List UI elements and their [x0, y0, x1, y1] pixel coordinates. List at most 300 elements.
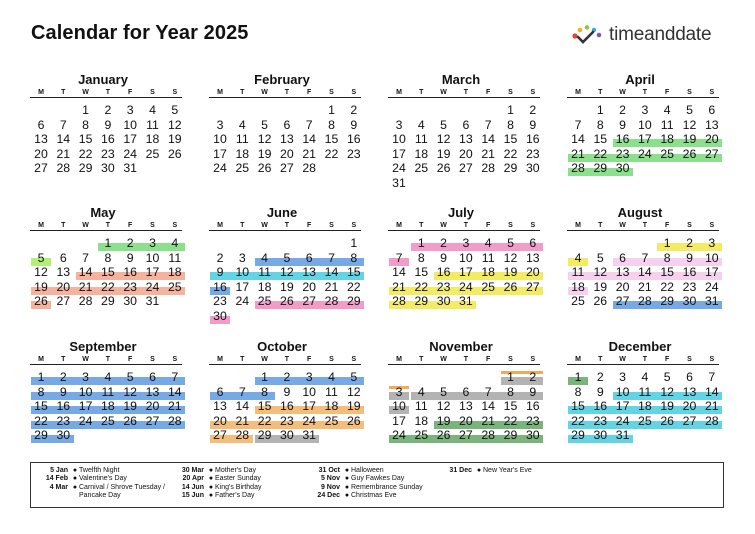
- day-cell[interactable]: 14: [302, 132, 317, 147]
- day-cell[interactable]: 31: [123, 161, 138, 176]
- day-cell[interactable]: 9: [350, 117, 358, 132]
- day-cell[interactable]: 27: [682, 413, 697, 428]
- day-cell[interactable]: 22: [78, 146, 93, 161]
- day-cell[interactable]: 28: [481, 428, 496, 443]
- day-cell[interactable]: 14: [481, 399, 496, 414]
- day-cell[interactable]: 10: [638, 117, 652, 132]
- day-cell[interactable]: 15: [257, 399, 272, 414]
- day-cell[interactable]: 7: [395, 250, 403, 265]
- day-cell[interactable]: 28: [235, 428, 250, 443]
- day-cell[interactable]: 1: [37, 370, 45, 384]
- day-cell[interactable]: 17: [145, 265, 160, 280]
- day-cell[interactable]: 7: [708, 370, 716, 384]
- day-cell[interactable]: 28: [78, 294, 93, 309]
- day-cell[interactable]: 5: [507, 236, 514, 250]
- day-cell[interactable]: 1: [104, 236, 112, 250]
- day-cell[interactable]: 29: [78, 161, 93, 176]
- day-cell[interactable]: 2: [440, 236, 448, 250]
- day-cell[interactable]: 4: [104, 370, 112, 384]
- day-cell[interactable]: 22: [414, 279, 429, 294]
- day-cell[interactable]: 26: [34, 294, 48, 309]
- day-cell[interactable]: 7: [484, 384, 492, 399]
- day-cell[interactable]: 2: [686, 236, 693, 250]
- day-cell[interactable]: 27: [34, 161, 48, 176]
- day-cell[interactable]: 15: [593, 132, 608, 147]
- day-cell[interactable]: 1: [663, 236, 671, 250]
- day-cell[interactable]: 2: [529, 370, 537, 384]
- day-cell[interactable]: 7: [171, 370, 179, 384]
- day-cell[interactable]: 14: [392, 265, 406, 280]
- day-cell[interactable]: 4: [171, 236, 179, 250]
- day-cell[interactable]: 18: [235, 146, 250, 161]
- day-cell[interactable]: 9: [440, 250, 448, 265]
- day-cell[interactable]: 26: [436, 161, 451, 176]
- day-cell[interactable]: 20: [302, 279, 317, 294]
- day-cell[interactable]: 18: [167, 265, 182, 280]
- day-cell[interactable]: 4: [261, 250, 269, 265]
- day-cell[interactable]: 22: [346, 279, 361, 294]
- day-cell[interactable]: 10: [235, 265, 250, 280]
- day-cell[interactable]: 27: [213, 428, 227, 443]
- day-cell[interactable]: 13: [704, 117, 719, 132]
- day-cell[interactable]: 27: [704, 146, 719, 161]
- day-cell[interactable]: 30: [593, 428, 608, 443]
- day-cell[interactable]: 25: [481, 279, 496, 294]
- day-cell[interactable]: 20: [213, 413, 227, 428]
- day-cell[interactable]: 18: [660, 132, 675, 147]
- day-cell[interactable]: 6: [529, 236, 537, 250]
- day-cell[interactable]: 26: [123, 413, 138, 428]
- day-cell[interactable]: 2: [529, 103, 537, 117]
- day-cell[interactable]: 6: [708, 103, 716, 117]
- day-cell[interactable]: 7: [328, 250, 335, 265]
- day-cell[interactable]: 10: [459, 250, 473, 265]
- day-cell[interactable]: 1: [328, 103, 335, 117]
- day-cell[interactable]: 16: [346, 132, 361, 147]
- day-cell[interactable]: 13: [56, 265, 71, 280]
- day-cell[interactable]: 8: [328, 117, 335, 132]
- day-cell[interactable]: 6: [149, 370, 156, 384]
- day-cell[interactable]: 13: [682, 384, 697, 399]
- day-cell[interactable]: 26: [593, 294, 608, 309]
- day-cell[interactable]: 6: [37, 117, 45, 132]
- day-cell[interactable]: 24: [145, 279, 160, 294]
- day-cell[interactable]: 26: [503, 279, 518, 294]
- day-cell[interactable]: 11: [571, 265, 585, 280]
- day-cell[interactable]: 11: [325, 384, 338, 399]
- day-cell[interactable]: 3: [395, 384, 403, 399]
- day-cell[interactable]: 24: [78, 413, 93, 428]
- day-cell[interactable]: 24: [704, 279, 719, 294]
- day-cell[interactable]: 3: [641, 103, 649, 117]
- day-cell[interactable]: 23: [213, 294, 227, 309]
- day-cell[interactable]: 23: [525, 146, 540, 161]
- day-cell[interactable]: 10: [213, 132, 227, 147]
- day-cell[interactable]: 9: [619, 117, 627, 132]
- day-cell[interactable]: 14: [78, 265, 93, 280]
- day-cell[interactable]: 21: [481, 413, 496, 428]
- day-cell[interactable]: 26: [660, 413, 675, 428]
- day-cell[interactable]: 11: [660, 117, 674, 132]
- day-cell[interactable]: 25: [257, 294, 272, 309]
- day-cell[interactable]: 10: [392, 132, 406, 147]
- day-cell[interactable]: 1: [82, 103, 90, 117]
- day-cell[interactable]: 13: [280, 132, 294, 147]
- day-cell[interactable]: 17: [392, 146, 406, 161]
- day-cell[interactable]: 18: [101, 399, 115, 414]
- day-cell[interactable]: 23: [56, 413, 71, 428]
- day-cell[interactable]: 24: [123, 146, 138, 161]
- day-cell[interactable]: 8: [574, 384, 582, 399]
- day-cell[interactable]: 13: [615, 265, 630, 280]
- day-cell[interactable]: 12: [503, 250, 518, 265]
- day-cell[interactable]: 11: [235, 132, 249, 147]
- day-cell[interactable]: 18: [414, 146, 429, 161]
- day-cell[interactable]: 12: [34, 265, 48, 280]
- day-cell[interactable]: 17: [459, 265, 473, 280]
- day-cell[interactable]: 19: [346, 399, 361, 414]
- day-cell[interactable]: 16: [525, 399, 540, 414]
- day-cell[interactable]: 20: [682, 399, 697, 414]
- day-cell[interactable]: 30: [525, 428, 540, 443]
- day-cell[interactable]: 6: [619, 250, 627, 265]
- day-cell[interactable]: 18: [571, 279, 585, 294]
- day-cell[interactable]: 26: [280, 294, 294, 309]
- day-cell[interactable]: 22: [257, 413, 272, 428]
- day-cell[interactable]: 15: [503, 132, 518, 147]
- day-cell[interactable]: 12: [167, 117, 182, 132]
- day-cell[interactable]: 3: [462, 236, 470, 250]
- day-cell[interactable]: 4: [149, 103, 156, 117]
- day-cell[interactable]: 31: [704, 294, 719, 309]
- day-cell[interactable]: 29: [346, 294, 361, 309]
- day-cell[interactable]: 9: [216, 265, 224, 280]
- day-cell[interactable]: 7: [238, 384, 246, 399]
- day-cell[interactable]: 5: [283, 250, 291, 265]
- day-cell[interactable]: 25: [145, 146, 160, 161]
- day-cell[interactable]: 21: [78, 279, 93, 294]
- day-cell[interactable]: 16: [56, 399, 71, 414]
- day-cell[interactable]: 31: [145, 294, 160, 309]
- day-cell[interactable]: 29: [593, 161, 608, 176]
- day-cell[interactable]: 27: [459, 428, 473, 443]
- day-cell[interactable]: 27: [145, 413, 160, 428]
- day-cell[interactable]: 20: [704, 132, 719, 147]
- day-cell[interactable]: 5: [261, 117, 269, 132]
- day-cell[interactable]: 21: [167, 399, 182, 414]
- day-cell[interactable]: 9: [59, 384, 67, 399]
- day-cell[interactable]: 4: [417, 117, 425, 132]
- day-cell[interactable]: 4: [328, 370, 335, 384]
- day-cell[interactable]: 24: [638, 146, 652, 161]
- day-cell[interactable]: 12: [593, 265, 608, 280]
- timeanddate-logo[interactable]: [571, 24, 711, 46]
- day-cell[interactable]: 5: [596, 250, 604, 265]
- day-cell[interactable]: 23: [615, 146, 630, 161]
- day-cell[interactable]: 14: [235, 399, 250, 414]
- day-cell[interactable]: 30: [436, 294, 451, 309]
- day-cell[interactable]: 2: [104, 103, 112, 117]
- day-cell[interactable]: 4: [238, 117, 246, 132]
- day-cell[interactable]: 6: [686, 370, 693, 384]
- day-cell[interactable]: 9: [126, 250, 134, 265]
- day-cell[interactable]: 23: [346, 146, 361, 161]
- day-cell[interactable]: 22: [324, 146, 339, 161]
- day-cell[interactable]: 13: [213, 399, 227, 414]
- day-cell[interactable]: 6: [216, 384, 224, 399]
- day-cell[interactable]: 1: [261, 370, 269, 384]
- day-cell[interactable]: 20: [34, 146, 48, 161]
- day-cell[interactable]: 19: [167, 132, 182, 147]
- day-cell[interactable]: 15: [324, 132, 339, 147]
- day-cell[interactable]: 5: [440, 384, 448, 399]
- day-cell[interactable]: 19: [34, 279, 48, 294]
- day-cell[interactable]: 10: [123, 117, 138, 132]
- day-cell[interactable]: 19: [257, 146, 272, 161]
- day-cell[interactable]: 24: [392, 428, 406, 443]
- day-cell[interactable]: 6: [59, 250, 67, 265]
- day-cell[interactable]: 2: [283, 370, 291, 384]
- day-cell[interactable]: 24: [459, 279, 473, 294]
- day-cell[interactable]: 29: [101, 294, 115, 309]
- day-cell[interactable]: 5: [663, 370, 671, 384]
- day-cell[interactable]: 30: [525, 161, 540, 176]
- day-cell[interactable]: 6: [462, 384, 470, 399]
- day-cell[interactable]: 8: [37, 384, 45, 399]
- day-cell[interactable]: 29: [571, 428, 585, 443]
- day-cell[interactable]: 18: [481, 265, 496, 280]
- day-cell[interactable]: 21: [392, 279, 406, 294]
- day-cell[interactable]: 17: [615, 399, 630, 414]
- day-cell[interactable]: 24: [302, 413, 317, 428]
- day-cell[interactable]: 30: [56, 428, 71, 443]
- day-cell[interactable]: 18: [638, 399, 652, 414]
- day-cell[interactable]: 8: [104, 250, 112, 265]
- day-cell[interactable]: 22: [660, 279, 675, 294]
- day-cell[interactable]: 27: [56, 294, 71, 309]
- day-cell[interactable]: 15: [34, 399, 48, 414]
- day-cell[interactable]: 25: [638, 413, 652, 428]
- day-cell[interactable]: 25: [324, 413, 339, 428]
- day-cell[interactable]: 17: [638, 132, 652, 147]
- day-cell[interactable]: 17: [123, 132, 138, 147]
- day-cell[interactable]: 4: [641, 370, 649, 384]
- day-cell[interactable]: 8: [507, 117, 514, 132]
- day-cell[interactable]: 20: [145, 399, 160, 414]
- day-cell[interactable]: 9: [596, 384, 604, 399]
- day-cell[interactable]: 14: [167, 384, 182, 399]
- day-cell[interactable]: 23: [525, 413, 540, 428]
- day-cell[interactable]: 17: [235, 279, 250, 294]
- day-cell[interactable]: 7: [305, 117, 313, 132]
- day-cell[interactable]: 28: [56, 161, 71, 176]
- day-cell[interactable]: 13: [525, 250, 540, 265]
- day-cell[interactable]: 4: [663, 103, 671, 117]
- day-cell[interactable]: 16: [682, 265, 697, 280]
- day-cell[interactable]: 2: [216, 250, 224, 265]
- day-cell[interactable]: 26: [682, 146, 697, 161]
- day-cell[interactable]: 28: [302, 161, 317, 176]
- day-cell[interactable]: 10: [145, 250, 160, 265]
- day-cell[interactable]: 22: [503, 146, 518, 161]
- day-cell[interactable]: 19: [682, 132, 697, 147]
- day-cell[interactable]: 11: [168, 250, 182, 265]
- day-cell[interactable]: 22: [101, 279, 115, 294]
- day-cell[interactable]: 2: [126, 236, 134, 250]
- day-cell[interactable]: 31: [615, 428, 630, 443]
- day-cell[interactable]: 4: [574, 250, 582, 265]
- day-cell[interactable]: 28: [324, 294, 339, 309]
- day-cell[interactable]: 27: [459, 161, 473, 176]
- day-cell[interactable]: 16: [436, 265, 451, 280]
- day-cell[interactable]: 15: [101, 265, 115, 280]
- day-cell[interactable]: 15: [78, 132, 93, 147]
- day-cell[interactable]: 29: [257, 428, 272, 443]
- day-cell[interactable]: 13: [34, 132, 48, 147]
- day-cell[interactable]: 26: [257, 161, 272, 176]
- day-cell[interactable]: 8: [596, 117, 604, 132]
- day-cell[interactable]: 21: [571, 146, 585, 161]
- day-cell[interactable]: 11: [481, 250, 495, 265]
- day-cell[interactable]: 28: [167, 413, 182, 428]
- day-cell[interactable]: 18: [414, 413, 429, 428]
- day-cell[interactable]: 29: [503, 161, 518, 176]
- day-cell[interactable]: 14: [571, 132, 585, 147]
- day-cell[interactable]: 5: [350, 370, 358, 384]
- day-cell[interactable]: 29: [660, 294, 675, 309]
- day-cell[interactable]: 11: [258, 265, 271, 280]
- day-cell[interactable]: 6: [305, 250, 313, 265]
- day-cell[interactable]: 22: [593, 146, 608, 161]
- day-cell[interactable]: 22: [571, 413, 585, 428]
- day-cell[interactable]: 8: [417, 250, 425, 265]
- day-cell[interactable]: 8: [82, 117, 90, 132]
- day-cell[interactable]: 25: [414, 161, 429, 176]
- day-cell[interactable]: 12: [660, 384, 675, 399]
- day-cell[interactable]: 9: [529, 117, 537, 132]
- day-cell[interactable]: 21: [56, 146, 71, 161]
- day-cell[interactable]: 10: [78, 384, 93, 399]
- day-cell[interactable]: 19: [436, 413, 451, 428]
- day-cell[interactable]: 20: [459, 413, 473, 428]
- day-cell[interactable]: 23: [436, 279, 451, 294]
- day-cell[interactable]: 12: [682, 117, 697, 132]
- day-cell[interactable]: 8: [261, 384, 269, 399]
- day-cell[interactable]: 20: [525, 265, 540, 280]
- day-cell[interactable]: 29: [34, 428, 48, 443]
- day-cell[interactable]: 28: [392, 294, 406, 309]
- day-cell[interactable]: 30: [123, 294, 138, 309]
- day-cell[interactable]: 2: [350, 103, 358, 117]
- day-cell[interactable]: 1: [596, 103, 604, 117]
- day-cell[interactable]: 5: [171, 103, 179, 117]
- day-cell[interactable]: 30: [280, 428, 294, 443]
- day-cell[interactable]: 23: [682, 279, 697, 294]
- day-cell[interactable]: 30: [682, 294, 697, 309]
- day-cell[interactable]: 16: [280, 399, 294, 414]
- day-cell[interactable]: 1: [507, 370, 514, 384]
- day-cell[interactable]: 1: [350, 236, 358, 250]
- day-cell[interactable]: 14: [481, 132, 496, 147]
- day-cell[interactable]: 15: [503, 399, 518, 414]
- day-cell[interactable]: 11: [414, 399, 428, 414]
- day-cell[interactable]: 23: [123, 279, 138, 294]
- day-cell[interactable]: 11: [146, 117, 159, 132]
- day-cell[interactable]: 5: [440, 117, 448, 132]
- day-cell[interactable]: 11: [638, 384, 652, 399]
- day-cell[interactable]: 19: [280, 279, 294, 294]
- day-cell[interactable]: 13: [459, 399, 473, 414]
- day-cell[interactable]: 3: [216, 117, 224, 132]
- day-cell[interactable]: 16: [123, 265, 138, 280]
- day-cell[interactable]: 21: [481, 146, 496, 161]
- day-cell[interactable]: 24: [235, 294, 250, 309]
- day-cell[interactable]: 6: [462, 117, 470, 132]
- day-cell[interactable]: 12: [257, 132, 272, 147]
- day-cell[interactable]: 9: [529, 384, 537, 399]
- day-cell[interactable]: 21: [638, 279, 652, 294]
- day-cell[interactable]: 8: [507, 384, 514, 399]
- day-cell[interactable]: 21: [235, 413, 250, 428]
- day-cell[interactable]: 14: [324, 265, 339, 280]
- day-cell[interactable]: 25: [167, 279, 182, 294]
- day-cell[interactable]: 13: [459, 132, 473, 147]
- day-cell[interactable]: 4: [417, 384, 425, 399]
- day-cell[interactable]: 3: [149, 236, 156, 250]
- day-cell[interactable]: 28: [571, 161, 585, 176]
- day-cell[interactable]: 14: [704, 384, 719, 399]
- day-cell[interactable]: 5: [686, 103, 693, 117]
- day-cell[interactable]: 3: [82, 370, 90, 384]
- day-cell[interactable]: 17: [392, 413, 406, 428]
- day-cell[interactable]: 26: [436, 428, 451, 443]
- day-cell[interactable]: 21: [704, 399, 719, 414]
- day-cell[interactable]: 27: [615, 294, 630, 309]
- day-cell[interactable]: 21: [302, 146, 317, 161]
- day-cell[interactable]: 2: [59, 370, 67, 384]
- day-cell[interactable]: 28: [481, 161, 496, 176]
- day-cell[interactable]: 22: [34, 413, 48, 428]
- day-cell[interactable]: 17: [213, 146, 227, 161]
- day-cell[interactable]: 27: [525, 279, 540, 294]
- day-cell[interactable]: 5: [126, 370, 134, 384]
- day-cell[interactable]: 20: [280, 146, 294, 161]
- day-cell[interactable]: 24: [213, 161, 227, 176]
- day-cell[interactable]: 29: [503, 428, 518, 443]
- day-cell[interactable]: 17: [302, 399, 317, 414]
- day-cell[interactable]: 15: [346, 265, 361, 280]
- day-cell[interactable]: 12: [436, 132, 451, 147]
- day-cell[interactable]: 1: [507, 103, 514, 117]
- day-cell[interactable]: 4: [484, 236, 492, 250]
- day-cell[interactable]: 7: [59, 117, 67, 132]
- day-cell[interactable]: 1: [417, 236, 425, 250]
- day-cell[interactable]: 25: [101, 413, 115, 428]
- day-cell[interactable]: 19: [593, 279, 608, 294]
- day-cell[interactable]: 25: [660, 146, 675, 161]
- day-cell[interactable]: 9: [686, 250, 693, 265]
- day-cell[interactable]: 19: [123, 399, 138, 414]
- day-cell[interactable]: 1: [574, 370, 582, 384]
- day-cell[interactable]: 10: [302, 384, 317, 399]
- day-cell[interactable]: 24: [392, 161, 406, 176]
- day-cell[interactable]: 31: [392, 176, 406, 190]
- day-cell[interactable]: 26: [346, 413, 361, 428]
- day-cell[interactable]: 28: [638, 294, 652, 309]
- day-cell[interactable]: 14: [56, 132, 71, 147]
- day-cell[interactable]: 10: [392, 399, 406, 414]
- day-cell[interactable]: 7: [641, 250, 649, 265]
